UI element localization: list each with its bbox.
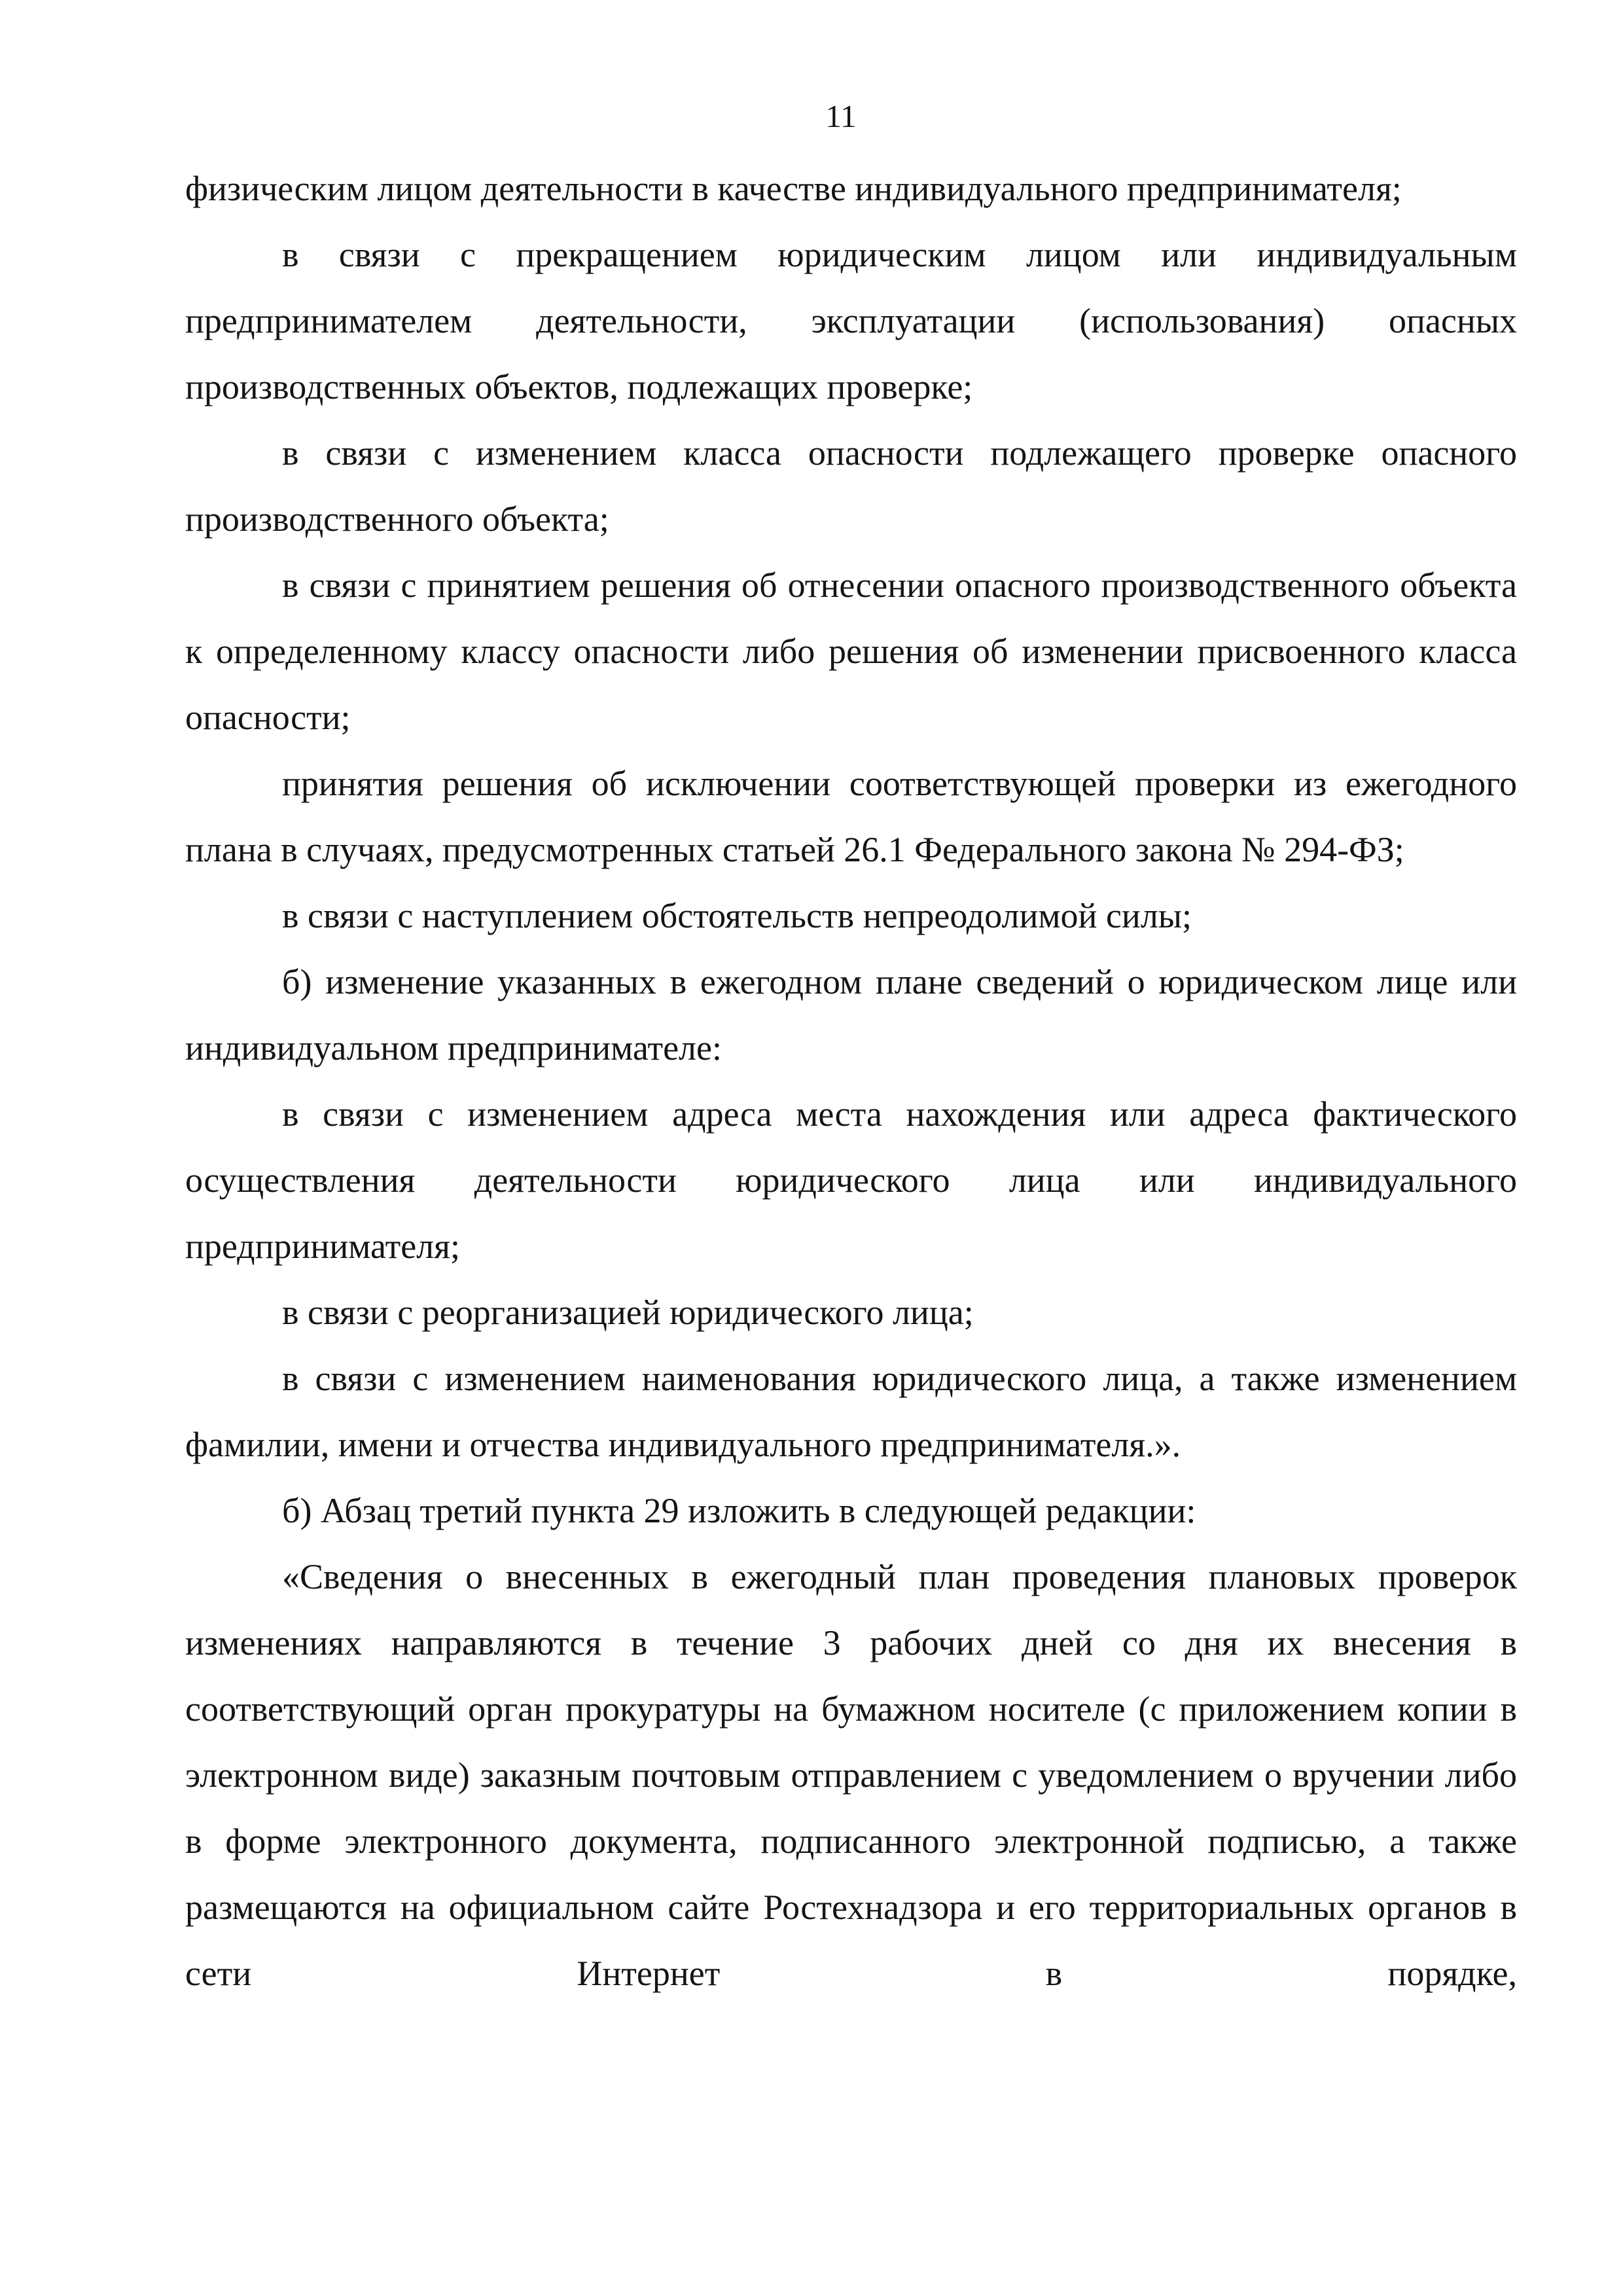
paragraph-hazard-class-change: в связи с изменением класса опасности подлежащего проверке опасного производственного объекта; [185, 433, 1517, 539]
paragraph-item-b-change-of-details: б) изменение указанных в ежегодном плане сведений о юридическом лице или индивидуальном предпринимателе: [185, 962, 1517, 1067]
paragraph-force-majeure: в связи с наступлением обстоятельств непреодолимой силы; [282, 896, 1192, 935]
paragraph-new-wording: «Сведения о внесенных в ежегодный план проведения плановых проверок изменениях направляются в течение 3 рабочих дней со дня их внесения в соответствующий орган прокуратуры на бумажном носителе (с приложением копии в электронном виде) заказным почтовым отправлением с уведомлением о вручении либо в форме электронного документа, подписанного электронной подписью, а также размещаются на официальном сайте Ростехнадзора и его территориальных органов в сети Интернет в порядке, [185, 1557, 1517, 1993]
paragraph-exclusion-decision: принятия решения об исключении соответствующей проверки из ежегодного плана в случаях, предусмотренных статьей 26.1 Федерального закона № 294-ФЗ; [185, 764, 1517, 869]
paragraph-amendment-point-29: б) Абзац третий пункта 29 изложить в следующей редакции: [282, 1491, 1196, 1530]
page-number: 11 [825, 98, 857, 134]
paragraph-termination-of-activity: в связи с прекращением юридическим лицом или индивидуальным предпринимателем деятельности, эксплуатации (использования) опасных производственных объектов, подлежащих проверке; [185, 235, 1517, 406]
paragraph-name-change: в связи с изменением наименования юридического лица, а также изменением фамилии, имени и отчества индивидуального предпринимателя.». [185, 1359, 1517, 1464]
paragraph-hazard-class-decision: в связи с принятием решения об отнесении опасного производственного объекта к определенному классу опасности либо решения об изменении присвоенного класса опасности; [185, 565, 1517, 737]
paragraph-continuation: физическим лицом деятельности в качестве индивидуального предпринимателя; [185, 169, 1402, 208]
document-body [185, 156, 1517, 2007]
paragraph-reorganization: в связи с реорганизацией юридического лица; [282, 1293, 974, 1332]
paragraph-address-change: в связи с изменением адреса места нахождения или адреса фактического осуществления деятельности юридического лица или индивидуального предпринимателя; [185, 1094, 1517, 1266]
